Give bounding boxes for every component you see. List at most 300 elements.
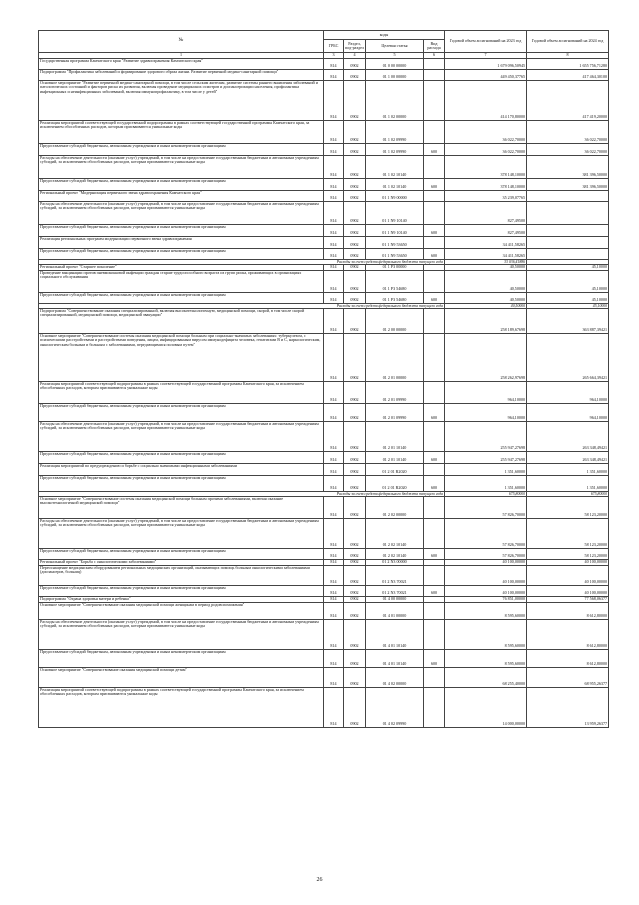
amount-2024: 675,80000 — [527, 491, 609, 496]
grbs-code: 814 — [324, 687, 344, 727]
amount-2023: 36 022,70000 — [445, 120, 527, 143]
target-article-code: 01 1 00 00000 — [366, 69, 424, 80]
razdel-code: 0902 — [344, 475, 366, 491]
table-row — [39, 565, 609, 585]
grbs-code: 814 — [324, 619, 344, 649]
index-5: 5 — [366, 53, 424, 59]
amount-2023: 255 947,27698 — [445, 421, 527, 451]
razdel-code: 0902 — [344, 270, 366, 292]
amount-2023: 449 450,37765 — [445, 69, 527, 80]
target-article-code: 01 1 02 09990 — [366, 143, 424, 155]
amount-2023: 40,50000 — [445, 303, 527, 308]
grbs-code: 814 — [324, 270, 344, 292]
row-name: Реализация мероприятий соответствующей подпрограммы в рамках соответствующей государственной программы Камчатского края, за исключением обособленных расходов, которым присваиваются уникальные коды — [39, 381, 324, 403]
razdel-code: 0902 — [344, 518, 366, 548]
amount-2023: 57 826,70000 — [445, 548, 527, 559]
table-row — [39, 496, 609, 518]
table-row — [39, 687, 609, 727]
row-name: Предоставление субсидий бюджетным, автономным учреждениям и иным некоммерческим организациям — [39, 649, 324, 667]
razdel-code: 0902 — [344, 333, 366, 381]
target-article-code: 01 1 N9 53650 — [366, 236, 424, 248]
table-row — [39, 69, 609, 80]
table-row — [39, 224, 609, 236]
row-name: Расходы на обеспечение деятельности (оказание услуг) учреждений, в том числе на предоставление государственным бюджетным и автономным учреждениям субсидий, за исключением обособленных расходов, которым присваиваются уникальные коды — [39, 421, 324, 451]
table-row — [39, 619, 609, 649]
amount-2024: 13 959,26377 — [527, 687, 609, 727]
amount-2023: 40 100,00000 — [445, 585, 527, 596]
target-article-code: 01 2 N3 00000 — [366, 559, 424, 565]
amount-2024: 40 100,00000 — [527, 585, 609, 596]
expense-type-code — [424, 463, 445, 475]
target-article-code: 01 1 02 10140 — [366, 155, 424, 178]
target-article-code: 01 2 N3 70021 — [366, 565, 424, 585]
razdel-code: 0902 — [344, 308, 366, 333]
row-name: Предоставление субсидий бюджетным, автономным учреждениям и иным некоммерческим организациям — [39, 451, 324, 463]
amount-2024: 417 464,30100 — [527, 69, 609, 80]
razdel-code: 0902 — [344, 178, 366, 190]
amount-2024 — [527, 201, 609, 224]
grbs-code: 814 — [324, 236, 344, 248]
razdel-code: 0902 — [344, 559, 366, 565]
table-body — [39, 58, 609, 727]
amount-2023: 827,49500 — [445, 201, 527, 224]
amount-2023: 14 000,00000 — [445, 687, 527, 727]
amount-2024: 263 348,49421 — [527, 451, 609, 463]
amount-2024: 40 100,00000 — [527, 565, 609, 585]
razdel-code: 0902 — [344, 421, 366, 451]
expense-type-code — [424, 381, 445, 403]
expense-type-code — [424, 421, 445, 451]
table-row — [39, 236, 609, 248]
amount-2023: 40 100,00000 — [445, 565, 527, 585]
table-row — [39, 120, 609, 143]
table-row — [39, 451, 609, 463]
amount-2024: 8 612,80000 — [527, 649, 609, 667]
funding-note-label: Расходы за счет средств федерального бюджета текущего года — [39, 259, 445, 264]
target-article-code: 01 2 01 00000 — [366, 333, 424, 381]
row-name: Основное мероприятие "Совершенствование оказания медицинской помощи детям" — [39, 667, 324, 687]
grbs-code: 814 — [324, 308, 344, 333]
target-article-code: 01 1 N9 53650 — [366, 248, 424, 259]
amount-2023: 8 595,60000 — [445, 602, 527, 619]
expense-type-code — [424, 496, 445, 518]
razdel-code: 0902 — [344, 201, 366, 224]
grbs-code: 814 — [324, 596, 344, 602]
amount-2023: 258 262,97698 — [445, 333, 527, 381]
amount-2024: 363 887,39421 — [527, 308, 609, 333]
amount-2024: 964,10000 — [527, 381, 609, 403]
header-razdel: Раздел, под-раздел — [344, 40, 366, 53]
amount-2023: 40 100,00000 — [445, 559, 527, 565]
row-name: Подпрограмма "Совершенствование оказания специализированной, включая высокотехнологичную, медицинской помощи, скорой, в том числе скорой специализированной, медицинской помощи, медицинской эвакуации" — [39, 308, 324, 333]
table-row — [39, 421, 609, 451]
table-row — [39, 403, 609, 421]
target-article-code: 01 1 P3 54680 — [366, 270, 424, 292]
razdel-code: 0902 — [344, 190, 366, 201]
expense-type-code — [424, 270, 445, 292]
row-name: Предоставление субсидий бюджетным, автономным учреждениям и иным некоммерческим организациям — [39, 292, 324, 303]
amount-2024: 36 022,70000 — [527, 143, 609, 155]
table-row — [39, 333, 609, 381]
razdel-code: 0902 — [344, 58, 366, 69]
row-name: Предоставление субсидий бюджетным, автономным учреждениям и иным некоммерческим организациям — [39, 178, 324, 190]
table-row — [39, 80, 609, 120]
grbs-code: 814 — [324, 69, 344, 80]
table-row — [39, 602, 609, 619]
amount-2023: 8 595,60000 — [445, 619, 527, 649]
expense-type-code: 600 — [424, 403, 445, 421]
target-article-code: 01 1 N9 10140 — [366, 224, 424, 236]
grbs-code: 814 — [324, 178, 344, 190]
index-8: 8 — [527, 53, 609, 59]
amount-2024: 45,10000 — [527, 270, 609, 292]
row-name: Предоставление субсидий бюджетным, автономным учреждениям и иным некоммерческим организациям — [39, 224, 324, 236]
row-name: Основное мероприятие "Совершенствование оказания медицинской помощи женщинам в период родовспоможения" — [39, 602, 324, 619]
razdel-code: 0902 — [344, 451, 366, 463]
grbs-code: 814 — [324, 475, 344, 491]
row-name: Государственная программа Камчатского края "Развитие здравоохранения Камчатского края" — [39, 58, 324, 69]
expense-type-code: 600 — [424, 451, 445, 463]
amount-2024: 381 396,50000 — [527, 155, 609, 178]
razdel-code: 0902 — [344, 292, 366, 303]
amount-2024: 58 123,20000 — [527, 548, 609, 559]
grbs-code: 814 — [324, 58, 344, 69]
razdel-code: 0902 — [344, 248, 366, 259]
expense-type-code: 600 — [424, 143, 445, 155]
header-celevaya: Целевая статья — [366, 40, 424, 53]
table-row — [39, 518, 609, 548]
expense-type-code: 600 — [424, 248, 445, 259]
grbs-code: 814 — [324, 201, 344, 224]
amount-2024 — [527, 224, 609, 236]
row-name: Предоставление субсидий бюджетным, автономным учреждениям и иным некоммерческим организациям — [39, 248, 324, 259]
target-article-code: 01 4 01 00000 — [366, 602, 424, 619]
table-row — [39, 381, 609, 403]
amount-2023: 57 826,70000 — [445, 518, 527, 548]
expense-type-code — [424, 190, 445, 201]
expense-type-code — [424, 565, 445, 585]
amount-2024: 45,10000 — [527, 303, 609, 308]
table-row — [39, 58, 609, 69]
header-grbs: ГРБС — [324, 40, 344, 53]
razdel-code: 0902 — [344, 69, 366, 80]
table-row — [39, 292, 609, 303]
amount-2023: 964,10000 — [445, 381, 527, 403]
razdel-code: 0902 — [344, 596, 366, 602]
row-name: Проведение вакцинации против пневмококковой инфекции граждан старше трудоспособного возраста из групп риска, проживающих в организациях социального обслуживания — [39, 270, 324, 292]
row-name: Региональный проект "Борьба с онкологическими заболеваниями" — [39, 559, 324, 565]
amount-2024: 1 655 756,71280 — [527, 58, 609, 69]
row-name: Предоставление субсидий бюджетным, автономным учреждениям и иным некоммерческим организациям — [39, 475, 324, 491]
target-article-code: 01 2 N3 70021 — [366, 585, 424, 596]
row-name: Основное мероприятие "Совершенствование системы оказания медицинской помощи больным прочими заболеваниями, включая оказание высокотехнологичной медицинской помощи" — [39, 496, 324, 518]
target-article-code: 01 4 02 09990 — [366, 687, 424, 727]
amount-2023: 378 148,10000 — [445, 178, 527, 190]
grbs-code: 814 — [324, 190, 344, 201]
amount-2023: 378 148,10000 — [445, 155, 527, 178]
index-1: 1 — [39, 53, 324, 59]
expense-type-code — [424, 687, 445, 727]
table-row — [39, 548, 609, 559]
target-article-code: 01 2 00 00000 — [366, 308, 424, 333]
amount-2024: 77 568,06377 — [527, 596, 609, 602]
index-7: 7 — [445, 53, 527, 59]
amount-2023: 40,50000 — [445, 292, 527, 303]
amount-2023: 68 255,40000 — [445, 667, 527, 687]
expense-type-code — [424, 619, 445, 649]
amount-2023: 964,10000 — [445, 403, 527, 421]
target-article-code: 01 1 P3 54680 — [366, 292, 424, 303]
row-name: Региональный проект "Старшее поколение" — [39, 264, 324, 270]
target-article-code: 01 2 02 00000 — [366, 496, 424, 518]
target-article-code: 01 2 02 10140 — [366, 518, 424, 548]
expense-type-code — [424, 236, 445, 248]
row-name: Реализация мероприятий соответствующей государственной подпрограммы в рамках соответствующей государственной программы Камчатского края, за исключением обособленных расходов, которым присваиваются уникальные коды — [39, 120, 324, 143]
expense-type-code: 600 — [424, 649, 445, 667]
razdel-code: 0902 — [344, 236, 366, 248]
grbs-code: 814 — [324, 381, 344, 403]
budget-table — [38, 30, 609, 728]
grbs-code: 814 — [324, 451, 344, 463]
expense-type-code — [424, 308, 445, 333]
expense-type-code: 600 — [424, 292, 445, 303]
header-2023: Годовой объем ассигнований на 2023 год — [445, 31, 527, 53]
expense-type-code — [424, 602, 445, 619]
amount-2023: 35 239,07765 — [445, 190, 527, 201]
razdel-code: 0902 — [344, 381, 366, 403]
razdel-code: 0902 — [344, 155, 366, 178]
row-name: Подпрограмма "Охрана здоровья матери и ребенка" — [39, 596, 324, 602]
target-article-code: 01 4 01 10140 — [366, 619, 424, 649]
razdel-code: 0902 — [344, 120, 366, 143]
amount-2023: 33 036,41886 — [445, 259, 527, 264]
amount-2024: 8 612,80000 — [527, 619, 609, 649]
razdel-code: 0902 — [344, 649, 366, 667]
row-name: Основное мероприятие "Развитие первичной медико-санитарной помощи, в том числе сельским жителям, развитие системы раннего выявления заболеваний и патологических состояний и факторов риска их развития, включая проведение медицинских осмотров и диспансеризации населения, профилактика инфекционных и неинфекционных заболеваний, включая иммунопрофилактику, в том числе у детей" — [39, 80, 324, 120]
expense-type-code — [424, 201, 445, 224]
amount-2023: 57 826,70000 — [445, 496, 527, 518]
header-vid: Вид расхода — [424, 40, 445, 53]
amount-2024: 36 022,70000 — [527, 120, 609, 143]
amount-2024: 45,10000 — [527, 264, 609, 270]
row-name: Расходы на обеспечение деятельности (оказание услуг) учреждений, в том числе на предоставление государственным бюджетным и автономным учреждениям субсидий, за исключением обособленных расходов, которым присваиваются уникальные коды — [39, 518, 324, 548]
target-article-code: 01 1 P3 00000 — [366, 264, 424, 270]
razdel-code: 0902 — [344, 687, 366, 727]
row-name: Основное мероприятие "Совершенствование системы оказания медицинской помощи больным при социально-значимых заболеваниях: туберкулезом, с психическими расстройствами и расстройствами поведения, лицам, инфицированным вирусом иммунодефицита человека, гепатитами В и С, наркологическим, онкологическим больным и больным с заболеваниями, передающимися половым путем" — [39, 333, 324, 381]
page-number: 26 — [316, 877, 323, 883]
document-page — [38, 30, 608, 728]
header-codes: коды — [324, 31, 445, 40]
amount-2023: 8 595,60000 — [445, 649, 527, 667]
target-article-code: 01 2 01 10140 — [366, 421, 424, 451]
funding-note-label: Расходы за счет средств федерального бюджета текущего года — [39, 491, 445, 496]
razdel-code: 0902 — [344, 143, 366, 155]
grbs-code: 814 — [324, 463, 344, 475]
table-row — [39, 201, 609, 224]
amount-2024: 265 664,39421 — [527, 333, 609, 381]
target-article-code: 01 4 02 00000 — [366, 667, 424, 687]
amount-2023: 76 851,00000 — [445, 596, 527, 602]
amount-2024: 1 351,60000 — [527, 475, 609, 491]
amount-2023: 827,49500 — [445, 224, 527, 236]
table-row — [39, 155, 609, 178]
row-name: Предоставление субсидий бюджетным, автономным учреждениям и иным некоммерческим организациям — [39, 143, 324, 155]
grbs-code: 814 — [324, 585, 344, 596]
grbs-code: 814 — [324, 264, 344, 270]
row-name: Реализация мероприятий соответствующей подпрограммы в рамках соответствующей государственной программы Камчатского края, за исключением обособленных расходов, которым присваиваются уникальные коды — [39, 687, 324, 727]
table-row — [39, 248, 609, 259]
razdel-code: 0902 — [344, 264, 366, 270]
grbs-code: 814 — [324, 120, 344, 143]
grbs-code: 814 — [324, 667, 344, 687]
row-name: Предоставление субсидий бюджетным, автономным учреждениям и иным некоммерческим организациям — [39, 403, 324, 421]
row-name: Реализация региональных программ модернизации первичного звена здравоохранения — [39, 236, 324, 248]
expense-type-code — [424, 518, 445, 548]
expense-type-code — [424, 69, 445, 80]
razdel-code: 0902 — [344, 585, 366, 596]
table-row — [39, 178, 609, 190]
razdel-code: 0902 — [344, 667, 366, 687]
amount-2024: 1 351,60000 — [527, 463, 609, 475]
grbs-code: 814 — [324, 292, 344, 303]
grbs-code: 814 — [324, 496, 344, 518]
target-article-code: 01 1 N9 00000 — [366, 190, 424, 201]
grbs-code: 814 — [324, 565, 344, 585]
target-article-code: 01 1 02 10140 — [366, 178, 424, 190]
row-name: Предоставление субсидий бюджетным, автономным учреждениям и иным некоммерческим организациям — [39, 585, 324, 596]
amount-2024 — [527, 236, 609, 248]
table-row — [39, 308, 609, 333]
amount-2023: 1 679 096,50945 — [445, 58, 527, 69]
razdel-code: 0902 — [344, 80, 366, 120]
row-name: Подпрограмма "Профилактика заболеваний и формирование здорового образа жизни. Развитие первичной медико-санитарной помощи" — [39, 69, 324, 80]
target-article-code: 01 2 01 R2020 — [366, 463, 424, 475]
grbs-code: 814 — [324, 602, 344, 619]
header-2024: Годовой объем ассигнований на 2024 год — [527, 31, 609, 53]
expense-type-code — [424, 333, 445, 381]
target-article-code: 01 2 01 R2020 — [366, 475, 424, 491]
expense-type-code — [424, 120, 445, 143]
grbs-code: 814 — [324, 403, 344, 421]
razdel-code: 0902 — [344, 602, 366, 619]
amount-2024: 8 612,80000 — [527, 602, 609, 619]
target-article-code: 01 0 00 00000 — [366, 58, 424, 69]
grbs-code: 814 — [324, 333, 344, 381]
target-article-code: 01 4 01 10140 — [366, 649, 424, 667]
row-name: Расходы на обеспечение деятельности (оказание услуг) учреждений, в том числе на предоставление государственным бюджетным и автономным учреждениям субсидий, за исключением обособленных расходов, которым присваиваются уникальные коды — [39, 155, 324, 178]
table-row — [39, 270, 609, 292]
grbs-code: 814 — [324, 224, 344, 236]
amount-2023: 258 189,67698 — [445, 308, 527, 333]
expense-type-code: 600 — [424, 224, 445, 236]
amount-2024: 381 396,50000 — [527, 178, 609, 190]
target-article-code: 01 2 01 09990 — [366, 403, 424, 421]
amount-2024 — [527, 248, 609, 259]
amount-2024: 263 348,49421 — [527, 421, 609, 451]
grbs-code: 814 — [324, 518, 344, 548]
expense-type-code: 600 — [424, 548, 445, 559]
amount-2024 — [527, 190, 609, 201]
index-3: 3 — [324, 53, 344, 59]
expense-type-code: 600 — [424, 475, 445, 491]
row-name: Региональный проект "Модернизация первичного звена здравоохранения Камчатского края" — [39, 190, 324, 201]
expense-type-code — [424, 155, 445, 178]
razdel-code: 0902 — [344, 496, 366, 518]
amount-2023: 675,80000 — [445, 491, 527, 496]
amount-2024: 58 123,20000 — [527, 518, 609, 548]
grbs-code: 814 — [324, 143, 344, 155]
razdel-code: 0902 — [344, 548, 366, 559]
target-article-code: 01 1 N9 10140 — [366, 201, 424, 224]
amount-2023: 414 170,80000 — [445, 80, 527, 120]
amount-2023: 36 022,70000 — [445, 143, 527, 155]
razdel-code: 0902 — [344, 403, 366, 421]
expense-type-code: 600 — [424, 585, 445, 596]
expense-type-code — [424, 667, 445, 687]
table-row — [39, 190, 609, 201]
target-article-code: 01 1 02 00000 — [366, 80, 424, 120]
table-row — [39, 475, 609, 491]
target-article-code: 01 1 02 09990 — [366, 120, 424, 143]
expense-type-code: 600 — [424, 178, 445, 190]
amount-2023: 1 351,60000 — [445, 475, 527, 491]
target-article-code: 01 2 02 10140 — [366, 548, 424, 559]
target-article-code: 01 4 00 00000 — [366, 596, 424, 602]
razdel-code: 0902 — [344, 565, 366, 585]
amount-2023: 1 351,60000 — [445, 463, 527, 475]
expense-type-code — [424, 80, 445, 120]
row-name: Расходы на обеспечение деятельности (оказание услуг) учреждений, в том числе на предоставление государственным бюджетным и автономным учреждениям субсидий, за исключением обособленных расходов, которым присваиваются уникальные коды — [39, 619, 324, 649]
expense-type-code — [424, 58, 445, 69]
header-number: № — [39, 31, 324, 53]
amount-2023: 40,50000 — [445, 270, 527, 292]
grbs-code: 814 — [324, 649, 344, 667]
amount-2024: 45,10000 — [527, 292, 609, 303]
amount-2023: 34 411,58265 — [445, 248, 527, 259]
razdel-code: 0902 — [344, 463, 366, 475]
table-row — [39, 463, 609, 475]
index-4: 4 — [344, 53, 366, 59]
amount-2024: 417 419,20000 — [527, 80, 609, 120]
target-article-code: 01 2 01 09990 — [366, 381, 424, 403]
amount-2023: 40,50000 — [445, 264, 527, 270]
grbs-code: 814 — [324, 155, 344, 178]
row-name: Предоставление субсидий бюджетным, автономным учреждениям и иным некоммерческим организациям — [39, 548, 324, 559]
razdel-code: 0902 — [344, 224, 366, 236]
row-name: Расходы на обеспечение деятельности (оказание услуг) учреждений, в том числе на предоставление государственным бюджетным и автономным учреждениям субсидий, за исключением обособленных расходов, которым присваиваются уникальные коды — [39, 201, 324, 224]
table-row — [39, 143, 609, 155]
amount-2023: 255 947,27698 — [445, 451, 527, 463]
amount-2023: 34 411,58265 — [445, 236, 527, 248]
row-name: Переоснащение медицинским оборудованием региональных медицинских организаций, оказывающих помощь больным онкологическими заболеваниями (диспансеров, больниц) — [39, 565, 324, 585]
row-name: Реализация мероприятий по предупреждению и борьбе с социально значимыми инфекционными заболеваниями — [39, 463, 324, 475]
amount-2024: 68 955,26377 — [527, 667, 609, 687]
grbs-code: 814 — [324, 248, 344, 259]
razdel-code: 0902 — [344, 619, 366, 649]
target-article-code: 01 2 01 10140 — [366, 451, 424, 463]
table-row — [39, 585, 609, 596]
funding-note-label: Расходы за счет средств федерального бюджета текущего года — [39, 303, 445, 308]
amount-2024: 40 100,00000 — [527, 559, 609, 565]
grbs-code: 814 — [324, 559, 344, 565]
grbs-code: 814 — [324, 421, 344, 451]
index-6: 6 — [424, 53, 445, 59]
grbs-code: 814 — [324, 80, 344, 120]
amount-2024: 964,10000 — [527, 403, 609, 421]
amount-2024: 58 123,20000 — [527, 496, 609, 518]
table-row — [39, 649, 609, 667]
table-row — [39, 667, 609, 687]
